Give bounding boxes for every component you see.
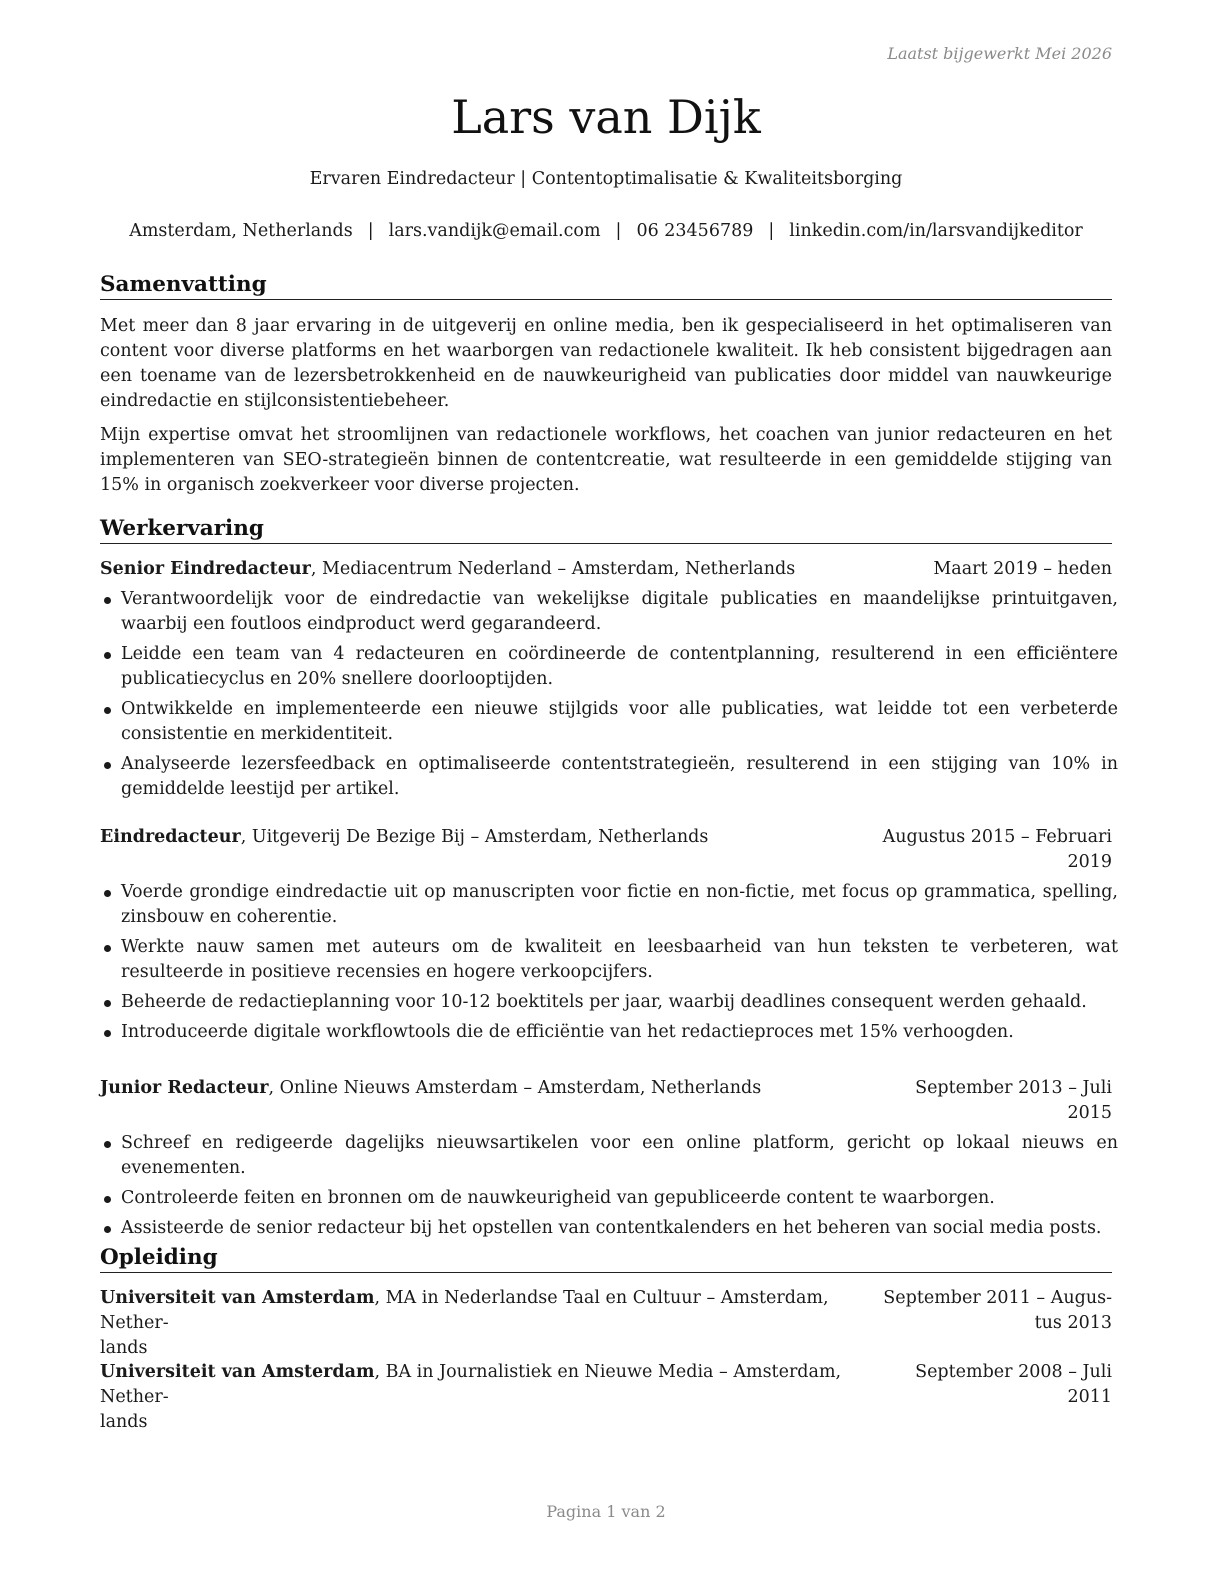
- education-school: Universiteit van Amsterdam: [100, 1362, 375, 1382]
- list-item: Verantwoordelijk voor de eindredactie van wekelijkse digitale publicaties en maandelijkse printuitgaven, waarbij een foutloos eindproduct werd gegarandeerd.: [100, 587, 1118, 637]
- job-employer: , Uitgeverij De Bezige Bij – Amsterdam, Netherlands: [240, 827, 709, 847]
- education-details: Universiteit van Amsterdam, BA in Journalistiek en Nieuwe Media – Amsterdam, Nether- lands: [100, 1362, 842, 1432]
- job-role-line: [100, 557, 795, 582]
- job-title: Eindredacteur: [100, 827, 241, 847]
- job-dates: Augustus 2015 – Februari 2019: [882, 827, 1112, 872]
- list-item: Ontwikkelde en implementeerde een nieuwe stijlgids voor alle publicaties, wat leidde tot een verbeterde consistentie en merkidentiteit.: [100, 697, 1118, 747]
- candidate-subtitle: Ervaren Eindredacteur | Contentoptimalisatie & Kwaliteitsborging: [309, 169, 903, 189]
- list-item: Analyseerde lezersfeedback en optimaliseerde contentstrategieën, resulterend in een stijging van 10% in gemiddelde leestijd per artikel.: [100, 752, 1118, 802]
- bullet-dot-icon: [104, 707, 111, 714]
- education-dates: September 2011 – Augus- tus 2013: [883, 1288, 1112, 1333]
- section-title-summary: Samenvatting: [100, 271, 1112, 300]
- contact-separator: |: [615, 221, 622, 241]
- contact-email[interactable]: lars.vandijk@email.com: [388, 221, 601, 241]
- bullet-dot-icon: [104, 1141, 111, 1148]
- bullet-dot-icon: [104, 597, 111, 604]
- job-title: Junior Redacteur: [100, 1078, 269, 1098]
- bullet-dot-icon: [104, 1226, 111, 1233]
- list-item: Schreef en redigeerde dagelijks nieuwsartikelen voor een online platform, gericht op lokaal nieuws en evenementen.: [100, 1131, 1118, 1181]
- bullet-dot-icon: [104, 1030, 111, 1037]
- list-item: Werkte nauw samen met auteurs om de kwaliteit en leesbaarheid van hun teksten te verbeteren, wat resulteerde in positieve recensies en hogere verkoopcijfers.: [100, 935, 1118, 985]
- bullet-dot-icon: [104, 762, 111, 769]
- contact-separator: |: [768, 221, 775, 241]
- bullet-dot-icon: [104, 890, 111, 897]
- job-role-line: [100, 1076, 761, 1101]
- section-title-experience: Werkervaring: [100, 515, 1112, 544]
- contact-linkedin[interactable]: linkedin.com/in/larsvandijkeditor: [789, 221, 1083, 241]
- job-bullets: [100, 587, 1118, 807]
- job-dates: Maart 2019 – heden: [933, 559, 1112, 579]
- education-school: Universiteit van Amsterdam: [100, 1288, 375, 1308]
- list-item: Voerde grondige eindredactie uit op manuscripten voor fictie en non-fictie, met focus op grammatica, spelling, zinsbouw en coherentie.: [100, 880, 1118, 930]
- education-details: Universiteit van Amsterdam, MA in Nederlandse Taal en Cultuur – Amsterdam, Nether- lands: [100, 1288, 829, 1358]
- job-bullets: [100, 880, 1118, 1050]
- bullet-dot-icon: [104, 1196, 111, 1203]
- bullet-dot-icon: [104, 1000, 111, 1007]
- section-title-education: Opleiding: [100, 1244, 1112, 1273]
- contact-location: Amsterdam, Netherlands: [129, 221, 353, 241]
- job-dates: September 2013 – Juli 2015: [915, 1078, 1112, 1123]
- summary-paragraph: Met meer dan 8 jaar ervaring in de uitgeverij en online media, ben ik gespecialiseerd in het optimaliseren van content voor diverse platforms en het waarborgen van redactionele kwaliteit. Ik heb consistent bijgedragen aan een toename van de lezersbetrokkenheid en de nauwkeurigheid van publicaties door middel van nauwkeurige eindredactie en stijlconsistentiebeheer.: [100, 316, 1112, 411]
- page-number: Pagina 1 van 2: [546, 1502, 666, 1521]
- contact-line: [100, 219, 1112, 243]
- job-role-line: [100, 825, 708, 850]
- job-employer: , Online Nieuws Amsterdam – Amsterdam, Netherlands: [268, 1078, 762, 1098]
- list-item: Assisteerde de senior redacteur bij het opstellen van contentkalenders en het beheren van social media posts.: [100, 1216, 1118, 1241]
- job-employer: , Mediacentrum Nederland – Amsterdam, Netherlands: [310, 559, 796, 579]
- list-item: Leidde een team van 4 redacteuren en coördineerde de contentplanning, resulterend in een efficiëntere publicatiecyclus en 20% snellere doorlooptijden.: [100, 642, 1118, 692]
- summary-paragraph: Mijn expertise omvat het stroomlijnen van redactionele workflows, het coachen van junior redacteuren en het implementeren van SEO-strategieën binnen de contentcreatie, wat resulteerde in een gemiddelde stijging van 15% in organisch zoekverkeer voor diverse projecten.: [100, 425, 1112, 495]
- last-updated-note: Laatst bijgewerkt Mei 2026: [887, 44, 1112, 63]
- list-item: Beheerde de redactieplanning voor 10-12 boektitels per jaar, waarbij deadlines consequent werden gehaald.: [100, 990, 1118, 1015]
- contact-separator: |: [367, 221, 374, 241]
- job-bullets: [100, 1131, 1118, 1246]
- candidate-name: Lars van Dijk: [451, 90, 761, 144]
- job-title: Senior Eindredacteur: [100, 559, 311, 579]
- list-item: Controleerde feiten en bronnen om de nauwkeurigheid van gepubliceerde content te waarborgen.: [100, 1186, 1118, 1211]
- bullet-dot-icon: [104, 945, 111, 952]
- bullet-dot-icon: [104, 652, 111, 659]
- list-item: Introduceerde digitale workflowtools die de efficiëntie van het redactieproces met 15% verhoogden.: [100, 1020, 1118, 1045]
- contact-phone: 06 23456789: [636, 221, 754, 241]
- education-dates: September 2008 – Juli 2011: [915, 1362, 1112, 1407]
